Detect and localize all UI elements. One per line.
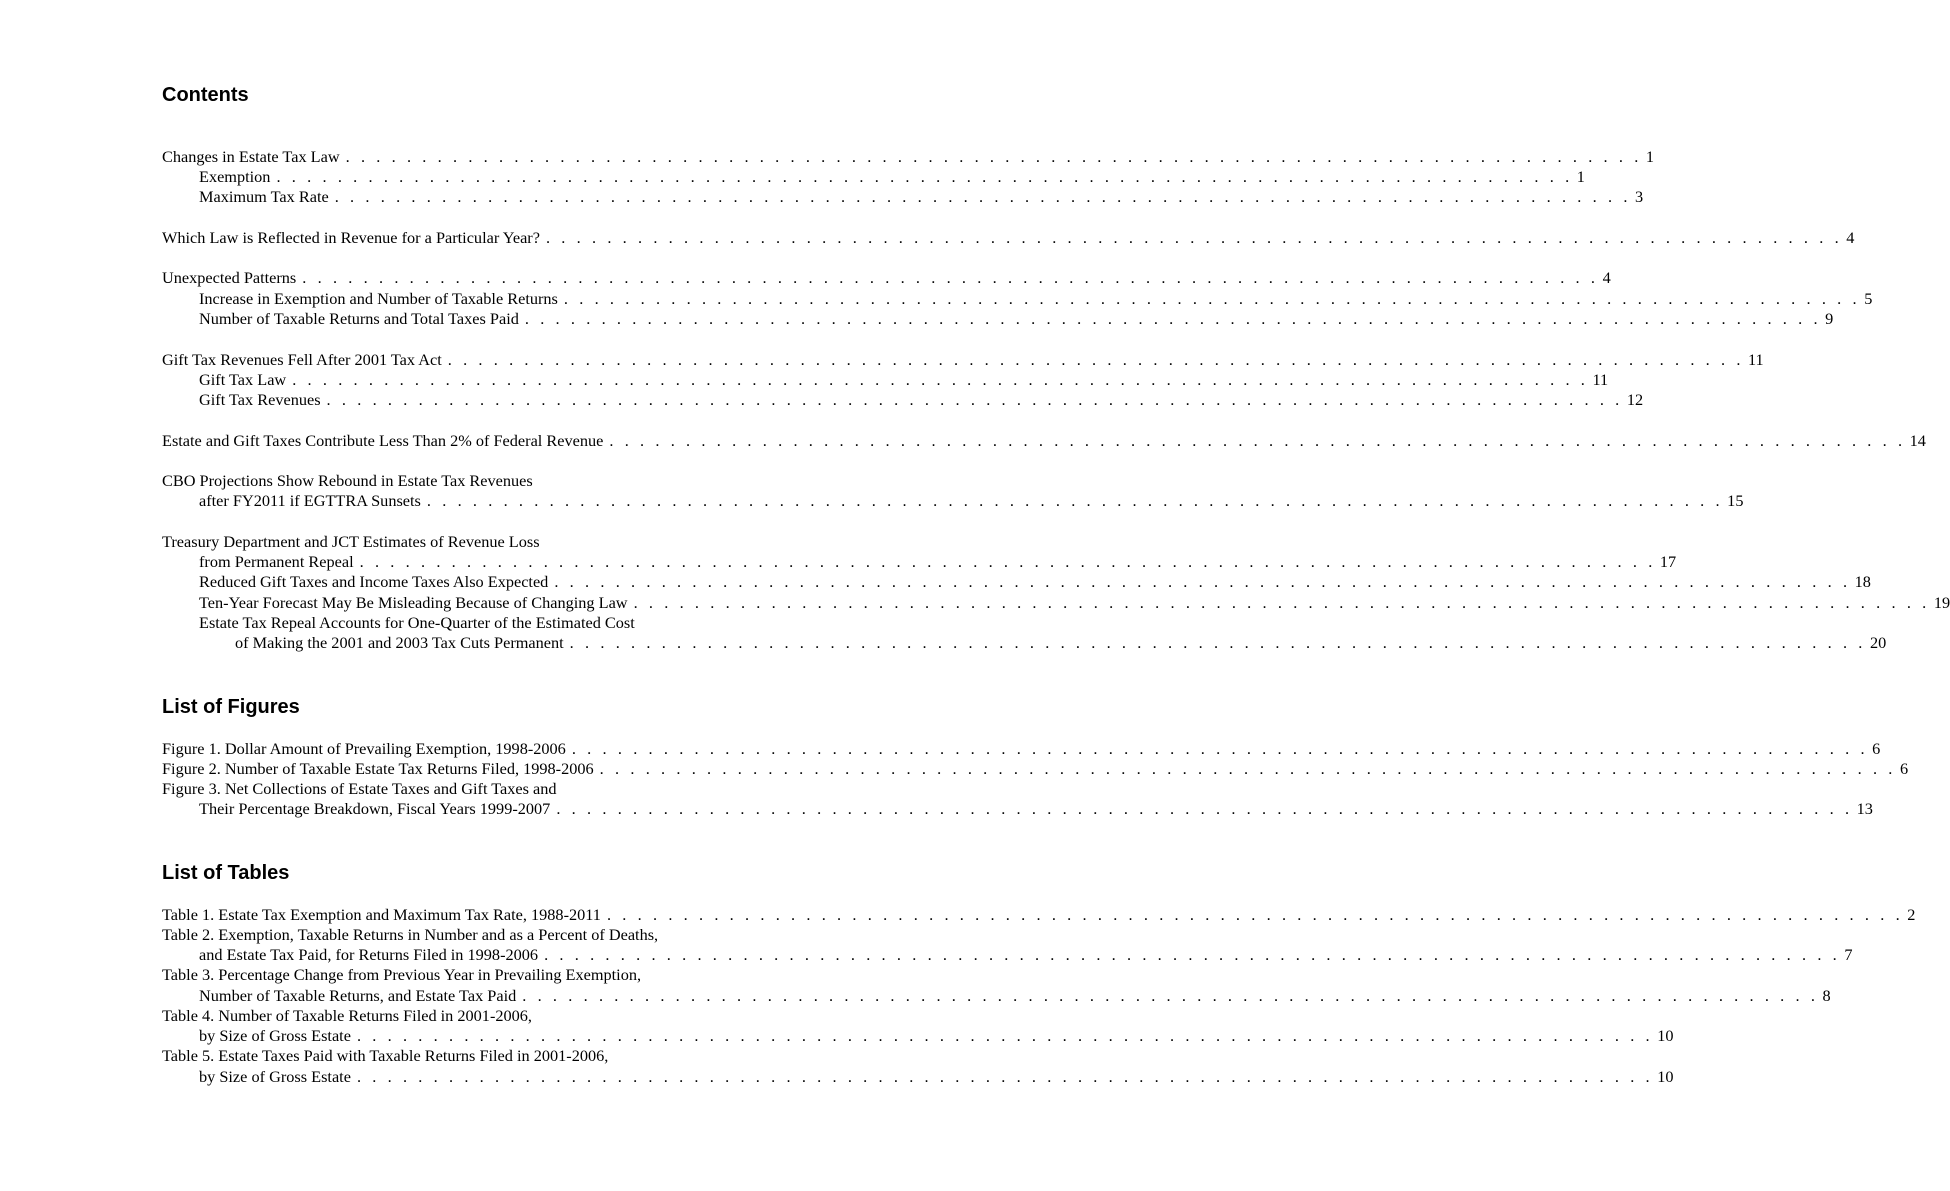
toc-page-number: 14 xyxy=(1909,431,1926,450)
figure-page-number: 13 xyxy=(1856,799,1873,818)
toc-page-number: 17 xyxy=(1659,552,1677,571)
dot-leader: . . . . . . . . . . . . . . . . . . . . . . . . . . . . . . . . . . . . . . . . . . . . . . . . . . . . . . . . . . . . . . . . . . . . . . . . . . . . . . . . . . . . . xyxy=(276,167,1573,186)
figure-page-number: 6 xyxy=(1899,759,1909,778)
toc-page-number: 19 xyxy=(1933,593,1950,612)
toc-entry[interactable] xyxy=(199,309,1834,329)
toc-entry-text: Number of Taxable Returns and Total Taxes Paid xyxy=(199,309,519,328)
table-entry-text: by Size of Gross Estate xyxy=(199,1026,351,1045)
toc-entry xyxy=(199,613,758,633)
toc-page-number: 5 xyxy=(1864,289,1873,308)
dot-leader: . . . . . . . . . . . . . . . . . . . . . . . . . . . . . . . . . . . . . . . . . . . . . . . . . . . . . . . . . . . . . . . . . . . . . . . . . . . . . . . . . . . . . xyxy=(356,1026,1654,1045)
toc-page-number: 9 xyxy=(1825,309,1834,328)
toc-entry[interactable] xyxy=(162,228,1855,248)
toc-entry-text: Gift Tax Law xyxy=(199,370,287,389)
toc-page-number: 4 xyxy=(1846,228,1855,247)
table-entry-text: Table 5. Estate Taxes Paid with Taxable Returns Filed in 2001-2006, xyxy=(162,1046,609,1065)
dot-leader: . . . . . . . . . . . . . . . . . . . . . . . . . . . . . . . . . . . . . . . . . . . . . . . . . . . . . . . . . . . . . . . . . . . . . . . . . . . . . . . . . . . . . xyxy=(544,945,1841,964)
tables-heading: List of Tables xyxy=(162,862,290,884)
table-entry xyxy=(162,1006,758,1026)
toc-page-number: 1 xyxy=(1576,167,1585,186)
toc-page-number: 1 xyxy=(1645,147,1655,166)
toc-entry xyxy=(162,532,758,552)
toc-entry-text: Unexpected Patterns xyxy=(162,268,297,287)
toc-entry xyxy=(162,471,758,491)
figure-page-number: 6 xyxy=(1872,739,1881,758)
toc-page-number: 15 xyxy=(1727,491,1744,510)
toc-entry-text: Estate and Gift Taxes Contribute Less Than 2% of Federal Revenue xyxy=(162,431,604,450)
toc-entry-text: from Permanent Repeal xyxy=(199,552,354,571)
dot-leader: . . . . . . . . . . . . . . . . . . . . . . . . . . . . . . . . . . . . . . . . . . . . . . . . . . . . . . . . . . . . . . . . . . . . . . . . . . . . . . . . . . . . . xyxy=(556,799,1853,818)
toc-entry-text: after FY2011 if EGTTRA Sunsets xyxy=(199,491,421,510)
dot-leader: . . . . . . . . . . . . . . . . . . . . . . . . . . . . . . . . . . . . . . . . . . . . . . . . . . . . . . . . . . . . . . . . . . . . . . . . . . . . . . . . . . . . . xyxy=(563,289,1861,308)
dot-leader: . . . . . . . . . . . . . . . . . . . . . . . . . . . . . . . . . . . . . . . . . . . . . . . . . . . . . . . . . . . . . . . . . . . . . . . . . . . . . . . . . . . . . xyxy=(545,228,1843,247)
figures-heading: List of Figures xyxy=(162,696,300,718)
dot-leader: . . . . . . . . . . . . . . . . . . . . . . . . . . . . . . . . . . . . . . . . . . . . . . . . . . . . . . . . . . . . . . . . . . . . . . . . . . . . . . . . . . . . . xyxy=(334,187,1631,206)
table-entry[interactable] xyxy=(199,945,1853,965)
table-entry[interactable] xyxy=(199,986,1831,1006)
figure-entry[interactable] xyxy=(199,799,1873,819)
dot-leader: . . . . . . . . . . . . . . . . . . . . . . . . . . . . . . . . . . . . . . . . . . . . . . . . . . . . . . . . . . . . . . . . . . . . . . . . . . . . . . . . . . . . . xyxy=(356,1067,1654,1086)
dot-leader: . . . . . . . . . . . . . . . . . . . . . . . . . . . . . . . . . . . . . . . . . . . . . . . . . . . . . . . . . . . . . . . . . . . . . . . . . . . . . . . . . . . . . xyxy=(524,309,1822,328)
dot-leader: . . . . . . . . . . . . . . . . . . . . . . . . . . . . . . . . . . . . . . . . . . . . . . . . . . . . . . . . . . . . . . . . . . . . . . . . . . . . . . . . . . . . . xyxy=(606,905,1904,924)
dot-leader: . . . . . . . . . . . . . . . . . . . . . . . . . . . . . . . . . . . . . . . . . . . . . . . . . . . . . . . . . . . . . . . . . . . . . . . . . . . . . . . . . . . . . xyxy=(633,593,1930,612)
toc-entry-text: Gift Tax Revenues xyxy=(199,390,321,409)
toc-entry[interactable] xyxy=(199,167,1585,187)
toc-entry-text: Exemption xyxy=(199,167,271,186)
figure-entry[interactable] xyxy=(162,759,1909,779)
toc-page-number: 11 xyxy=(1592,370,1609,389)
figure-entry-text: Their Percentage Breakdown, Fiscal Years 1999-2007 xyxy=(199,799,551,818)
dot-leader: . . . . . . . . . . . . . . . . . . . . . . . . . . . . . . . . . . . . . . . . . . . . . . . . . . . . . . . . . . . . . . . . . . . . . . . . . . . . . . . . . . . . . xyxy=(302,268,1599,287)
table-entry[interactable] xyxy=(199,1026,1674,1046)
toc-page-number: 20 xyxy=(1869,633,1887,652)
toc-entry[interactable] xyxy=(199,572,1871,592)
toc-entry[interactable] xyxy=(162,147,1655,167)
table-page-number: 7 xyxy=(1844,945,1853,964)
toc-entry[interactable] xyxy=(199,552,1677,572)
table-entry-text: Table 3. Percentage Change from Previous Year in Prevailing Exemption, xyxy=(162,965,642,984)
figure-entry-text: Figure 1. Dollar Amount of Prevailing Exemption, 1998-2006 xyxy=(162,739,566,758)
toc-entry[interactable] xyxy=(199,370,1609,390)
toc-page-number: 4 xyxy=(1602,268,1611,287)
toc-entry[interactable] xyxy=(162,350,1764,370)
toc-entry-text: Treasury Department and JCT Estimates of Revenue Loss xyxy=(162,532,540,551)
toc-entry-text: Reduced Gift Taxes and Income Taxes Also Expected xyxy=(199,572,549,591)
table-entry[interactable] xyxy=(162,905,1916,925)
toc-entry[interactable] xyxy=(235,633,1887,653)
table-entry[interactable] xyxy=(199,1067,1674,1087)
toc-entry[interactable] xyxy=(199,187,1644,207)
toc-page-number: 3 xyxy=(1634,187,1644,206)
toc-entry[interactable] xyxy=(199,491,1744,511)
figure-entry-text: Figure 2. Number of Taxable Estate Tax Returns Filed, 1998-2006 xyxy=(162,759,594,778)
toc-entry[interactable] xyxy=(199,390,1644,410)
dot-leader: . . . . . . . . . . . . . . . . . . . . . . . . . . . . . . . . . . . . . . . . . . . . . . . . . . . . . . . . . . . . . . . . . . . . . . . . . . . . . . . . . . . . . xyxy=(426,491,1724,510)
toc-page-number: 11 xyxy=(1748,350,1764,369)
dot-leader: . . . . . . . . . . . . . . . . . . . . . . . . . . . . . . . . . . . . . . . . . . . . . . . . . . . . . . . . . . . . . . . . . . . . . . . . . . . . . . . . . . . . . xyxy=(569,633,1866,652)
toc-entry-text: Estate Tax Repeal Accounts for One-Quarter of the Estimated Cost xyxy=(199,613,635,632)
toc-page-number: 18 xyxy=(1854,572,1871,591)
toc-entry-text: Maximum Tax Rate xyxy=(199,187,329,206)
dot-leader: . . . . . . . . . . . . . . . . . . . . . . . . . . . . . . . . . . . . . . . . . . . . . . . . . . . . . . . . . . . . . . . . . . . . . . . . . . . . . . . . . . . . . xyxy=(292,370,1589,389)
toc-page-number: 12 xyxy=(1626,390,1644,409)
dot-leader: . . . . . . . . . . . . . . . . . . . . . . . . . . . . . . . . . . . . . . . . . . . . . . . . . . . . . . . . . . . . . . . . . . . . . . . . . . . . . . . . . . . . . xyxy=(326,390,1623,409)
toc-entry-text: of Making the 2001 and 2003 Tax Cuts Permanent xyxy=(235,633,564,652)
contents-heading: Contents xyxy=(162,84,249,106)
dot-leader: . . . . . . . . . . . . . . . . . . . . . . . . . . . . . . . . . . . . . . . . . . . . . . . . . . . . . . . . . . . . . . . . . . . . . . . . . . . . . . . . . . . . . xyxy=(554,572,1851,591)
table-entry-text: Table 4. Number of Taxable Returns Filed in 2001-2006, xyxy=(162,1006,533,1025)
toc-entry[interactable] xyxy=(199,289,1873,309)
dot-leader: . . . . . . . . . . . . . . . . . . . . . . . . . . . . . . . . . . . . . . . . . . . . . . . . . . . . . . . . . . . . . . . . . . . . . . . . . . . . . . . . . . . . . xyxy=(609,431,1906,450)
table-entry xyxy=(162,1046,758,1066)
table-page-number: 8 xyxy=(1822,986,1831,1005)
table-entry xyxy=(162,925,758,945)
figure-entry[interactable] xyxy=(162,739,1881,759)
toc-entry[interactable] xyxy=(199,593,1950,613)
table-entry-text: Table 1. Estate Tax Exemption and Maximum Tax Rate, 1988-2011 xyxy=(162,905,601,924)
toc-entry[interactable] xyxy=(162,268,1611,288)
table-page-number: 10 xyxy=(1657,1026,1674,1045)
toc-entry-text: Which Law is Reflected in Revenue for a Particular Year? xyxy=(162,228,540,247)
toc-entry-text: Ten-Year Forecast May Be Misleading Because of Changing Law xyxy=(199,593,628,612)
toc-entry-text: Increase in Exemption and Number of Taxable Returns xyxy=(199,289,558,308)
dot-leader: . . . . . . . . . . . . . . . . . . . . . . . . . . . . . . . . . . . . . . . . . . . . . . . . . . . . . . . . . . . . . . . . . . . . . . . . . . . . . . . . . . . . . xyxy=(571,739,1869,758)
dot-leader: . . . . . . . . . . . . . . . . . . . . . . . . . . . . . . . . . . . . . . . . . . . . . . . . . . . . . . . . . . . . . . . . . . . . . . . . . . . . . . . . . . . . . xyxy=(359,552,1656,571)
dot-leader: . . . . . . . . . . . . . . . . . . . . . . . . . . . . . . . . . . . . . . . . . . . . . . . . . . . . . . . . . . . . . . . . . . . . . . . . . . . . . . . . . . . . . xyxy=(447,350,1745,369)
dot-leader: . . . . . . . . . . . . . . . . . . . . . . . . . . . . . . . . . . . . . . . . . . . . . . . . . . . . . . . . . . . . . . . . . . . . . . . . . . . . . . . . . . . . . xyxy=(599,759,1896,778)
table-entry-text: Table 2. Exemption, Taxable Returns in Number and as a Percent of Deaths, xyxy=(162,925,659,944)
toc-entry[interactable] xyxy=(162,431,1926,451)
dot-leader: . . . . . . . . . . . . . . . . . . . . . . . . . . . . . . . . . . . . . . . . . . . . . . . . . . . . . . . . . . . . . . . . . . . . . . . . . . . . . . . . . . . . . xyxy=(345,147,1642,166)
table-page-number: 10 xyxy=(1657,1067,1674,1086)
table-entry-text: Number of Taxable Returns, and Estate Tax Paid xyxy=(199,986,517,1005)
figure-entry-text: Figure 3. Net Collections of Estate Taxes and Gift Taxes and xyxy=(162,779,557,798)
toc-entry-text: Changes in Estate Tax Law xyxy=(162,147,340,166)
table-entry xyxy=(162,965,758,985)
table-entry-text: and Estate Tax Paid, for Returns Filed in 1998-2006 xyxy=(199,945,539,964)
toc-entry-text: Gift Tax Revenues Fell After 2001 Tax Act xyxy=(162,350,442,369)
toc-entry-text: CBO Projections Show Rebound in Estate Tax Revenues xyxy=(162,471,533,490)
figure-entry xyxy=(162,779,758,799)
table-entry-text: by Size of Gross Estate xyxy=(199,1067,351,1086)
table-page-number: 2 xyxy=(1907,905,1916,924)
dot-leader: . . . . . . . . . . . . . . . . . . . . . . . . . . . . . . . . . . . . . . . . . . . . . . . . . . . . . . . . . . . . . . . . . . . . . . . . . . . . . . . . . . . . . xyxy=(522,986,1819,1005)
